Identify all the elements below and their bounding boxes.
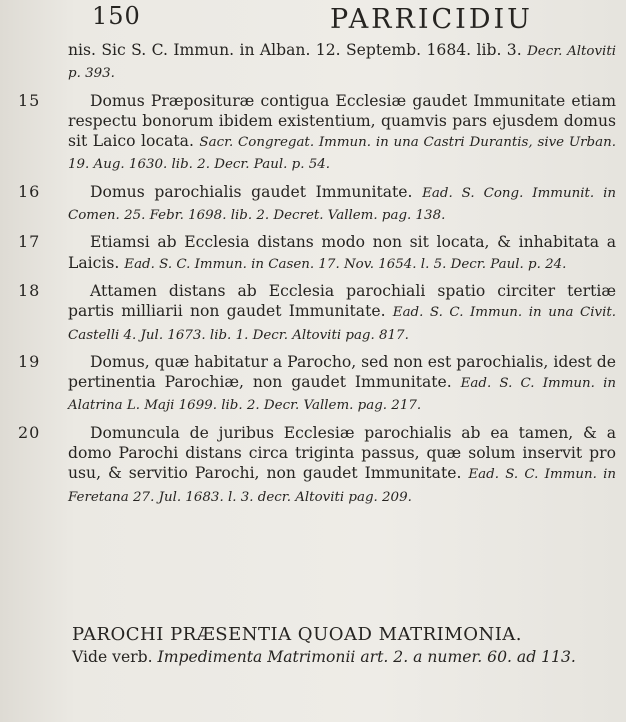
page-number: 150 bbox=[92, 2, 141, 30]
entry-text bbox=[68, 182, 616, 227]
entry-text bbox=[68, 232, 616, 275]
entry-citation: Decr. Altoviti p. 393. bbox=[68, 44, 616, 82]
entry-number: 17 bbox=[18, 232, 41, 252]
entry-number: 15 bbox=[18, 90, 41, 110]
entry-citation: Ead. S. C. Immun. in Casen. 17. Nov. 1654. l. 5. Decr. Paul. p. 24. bbox=[124, 256, 567, 272]
entry-citation: Ead. S. Cong. Immunit. in Comen. 25. Febr. 1698. lib. 2. Decret. Vallem. pag. 138. bbox=[68, 185, 616, 224]
entry-20 bbox=[0, 423, 626, 508]
entry-body: Domuncula de juribus Ecclesiæ parochialis ab ea tamen, & a domo Parochi distans circa triginta passus, quæ solum inservit pro usu, & servitio Parochi, non gaudet Immunitate. bbox=[68, 423, 616, 483]
entry-17 bbox=[0, 232, 626, 275]
entry-text bbox=[68, 40, 616, 85]
cross-reference-citation: Impedimenta Matrimonii art. 2. a numer. 60. ad 113. bbox=[157, 648, 576, 666]
entry-text bbox=[68, 423, 616, 508]
section-cross-reference bbox=[72, 647, 612, 668]
running-head: PARRICIDIU bbox=[330, 4, 533, 35]
entry-text bbox=[68, 281, 616, 346]
entry-16 bbox=[0, 182, 626, 227]
entry-number: 19 bbox=[18, 351, 41, 371]
entry-number: 18 bbox=[18, 280, 41, 300]
entry-citation: Ead. S. C. Immun. in Feretana 27. Jul. 1683. l. 3. decr. Altoviti pag. 209. bbox=[68, 467, 617, 505]
cross-reference-label: Vide verb. bbox=[72, 648, 153, 666]
entry-body: Domus, quæ habitatur a Parocho, sed non est parochialis, idest de pertinentia Parochiæ, non gaudet Immunitate. bbox=[68, 352, 616, 392]
entry-body: Etiamsi ab Ecclesia distans modo non sit locata, & inhabitata a Laicis. bbox=[68, 233, 616, 272]
entry-body: nis. Sic S. C. Immun. in Alban. 12. Septemb. 1684. lib. 3. bbox=[68, 41, 522, 59]
entry-body: Attamen distans ab Ecclesia parochiali spatio circiter tertiæ partis milliarii non gaudet Immunitate. bbox=[68, 281, 616, 321]
entry-continuation bbox=[0, 40, 626, 85]
page-body bbox=[0, 40, 626, 514]
entry-15 bbox=[0, 91, 626, 176]
entry-citation: Sacr. Congregat. Immun. in una Castri Durantis, sive Urban. 19. Aug. 1630. lib. 2. Decr. Paul. p. 54. bbox=[68, 135, 616, 173]
entry-citation: Ead. S. C. Immun. in una Civit. Castelli 4. Jul. 1673. lib. 1. Decr. Altoviti pag. 817. bbox=[68, 305, 616, 343]
entry-18 bbox=[0, 281, 626, 346]
entry-body: Domus parochialis gaudet Immunitate. bbox=[90, 182, 413, 201]
entry-text bbox=[68, 91, 616, 176]
entry-body: Domus Præposituræ contigua Ecclesiæ gaudet Immunitate etiam respectu bonorum ibidem existentium, quamvis pars ejusdem domus sit Laico locata. bbox=[68, 91, 616, 151]
entry-text bbox=[68, 352, 616, 417]
page-header bbox=[0, 0, 626, 42]
entry-citation: Ead. S. C. Immun. in Alatrina L. Maji 1699. lib. 2. Decr. Vallem. pag. 217. bbox=[68, 376, 616, 414]
entry-number: 20 bbox=[18, 422, 41, 442]
entry-19 bbox=[0, 352, 626, 417]
section-heading: PAROCHI PRÆSENTIA QUOAD MATRIMONIA. bbox=[72, 624, 523, 645]
entry-number: 16 bbox=[18, 181, 41, 201]
